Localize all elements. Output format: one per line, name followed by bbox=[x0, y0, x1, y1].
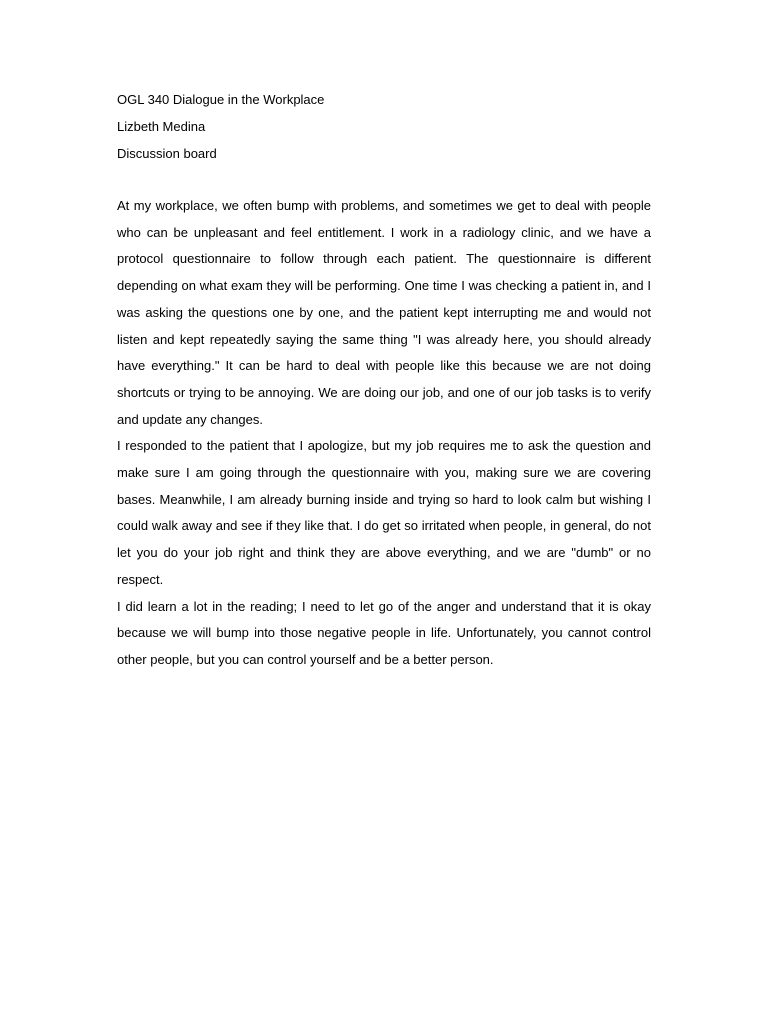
document-header bbox=[117, 86, 651, 167]
document-type: Discussion board bbox=[117, 146, 217, 161]
paragraph-2: I responded to the patient that I apologize, but my job requires me to ask the question and make sure I am going through the questionnaire with you, making sure we are covering bases. Meanwhile, I am already burning inside and trying so hard to look calm but wishing I could walk away and see if they like that. I do get so irritated when people, in general, do not let you do your job right and think they are above everything, and we are "dumb" or no respect. bbox=[117, 438, 651, 587]
paragraph-1: At my workplace, we often bump with problems, and sometimes we get to deal with people who can be unpleasant and feel entitlement. I work in a radiology clinic, and we have a protocol questionnaire to follow through each patient. The questionnaire is different depending on what exam they will be performing. One time I was checking a patient in, and I was asking the questions one by one, and the patient kept interrupting me and would not listen and kept repeatedly saying the same thing "I was already here, you should already have everything." It can be hard to deal with people like this because we are not doing shortcuts or trying to be annoying. We are doing our job, and one of our job tasks is to verify and update any changes. bbox=[117, 198, 651, 427]
author-name: Lizbeth Medina bbox=[117, 119, 206, 134]
course-title: OGL 340 Dialogue in the Workplace bbox=[117, 92, 325, 107]
document-body bbox=[117, 86, 651, 674]
paragraph-3: I did learn a lot in the reading; I need to let go of the anger and understand that it is okay because we will bump into those negative people in life. Unfortunately, you cannot control other people, but you can control yourself and be a better person. bbox=[117, 598, 651, 667]
